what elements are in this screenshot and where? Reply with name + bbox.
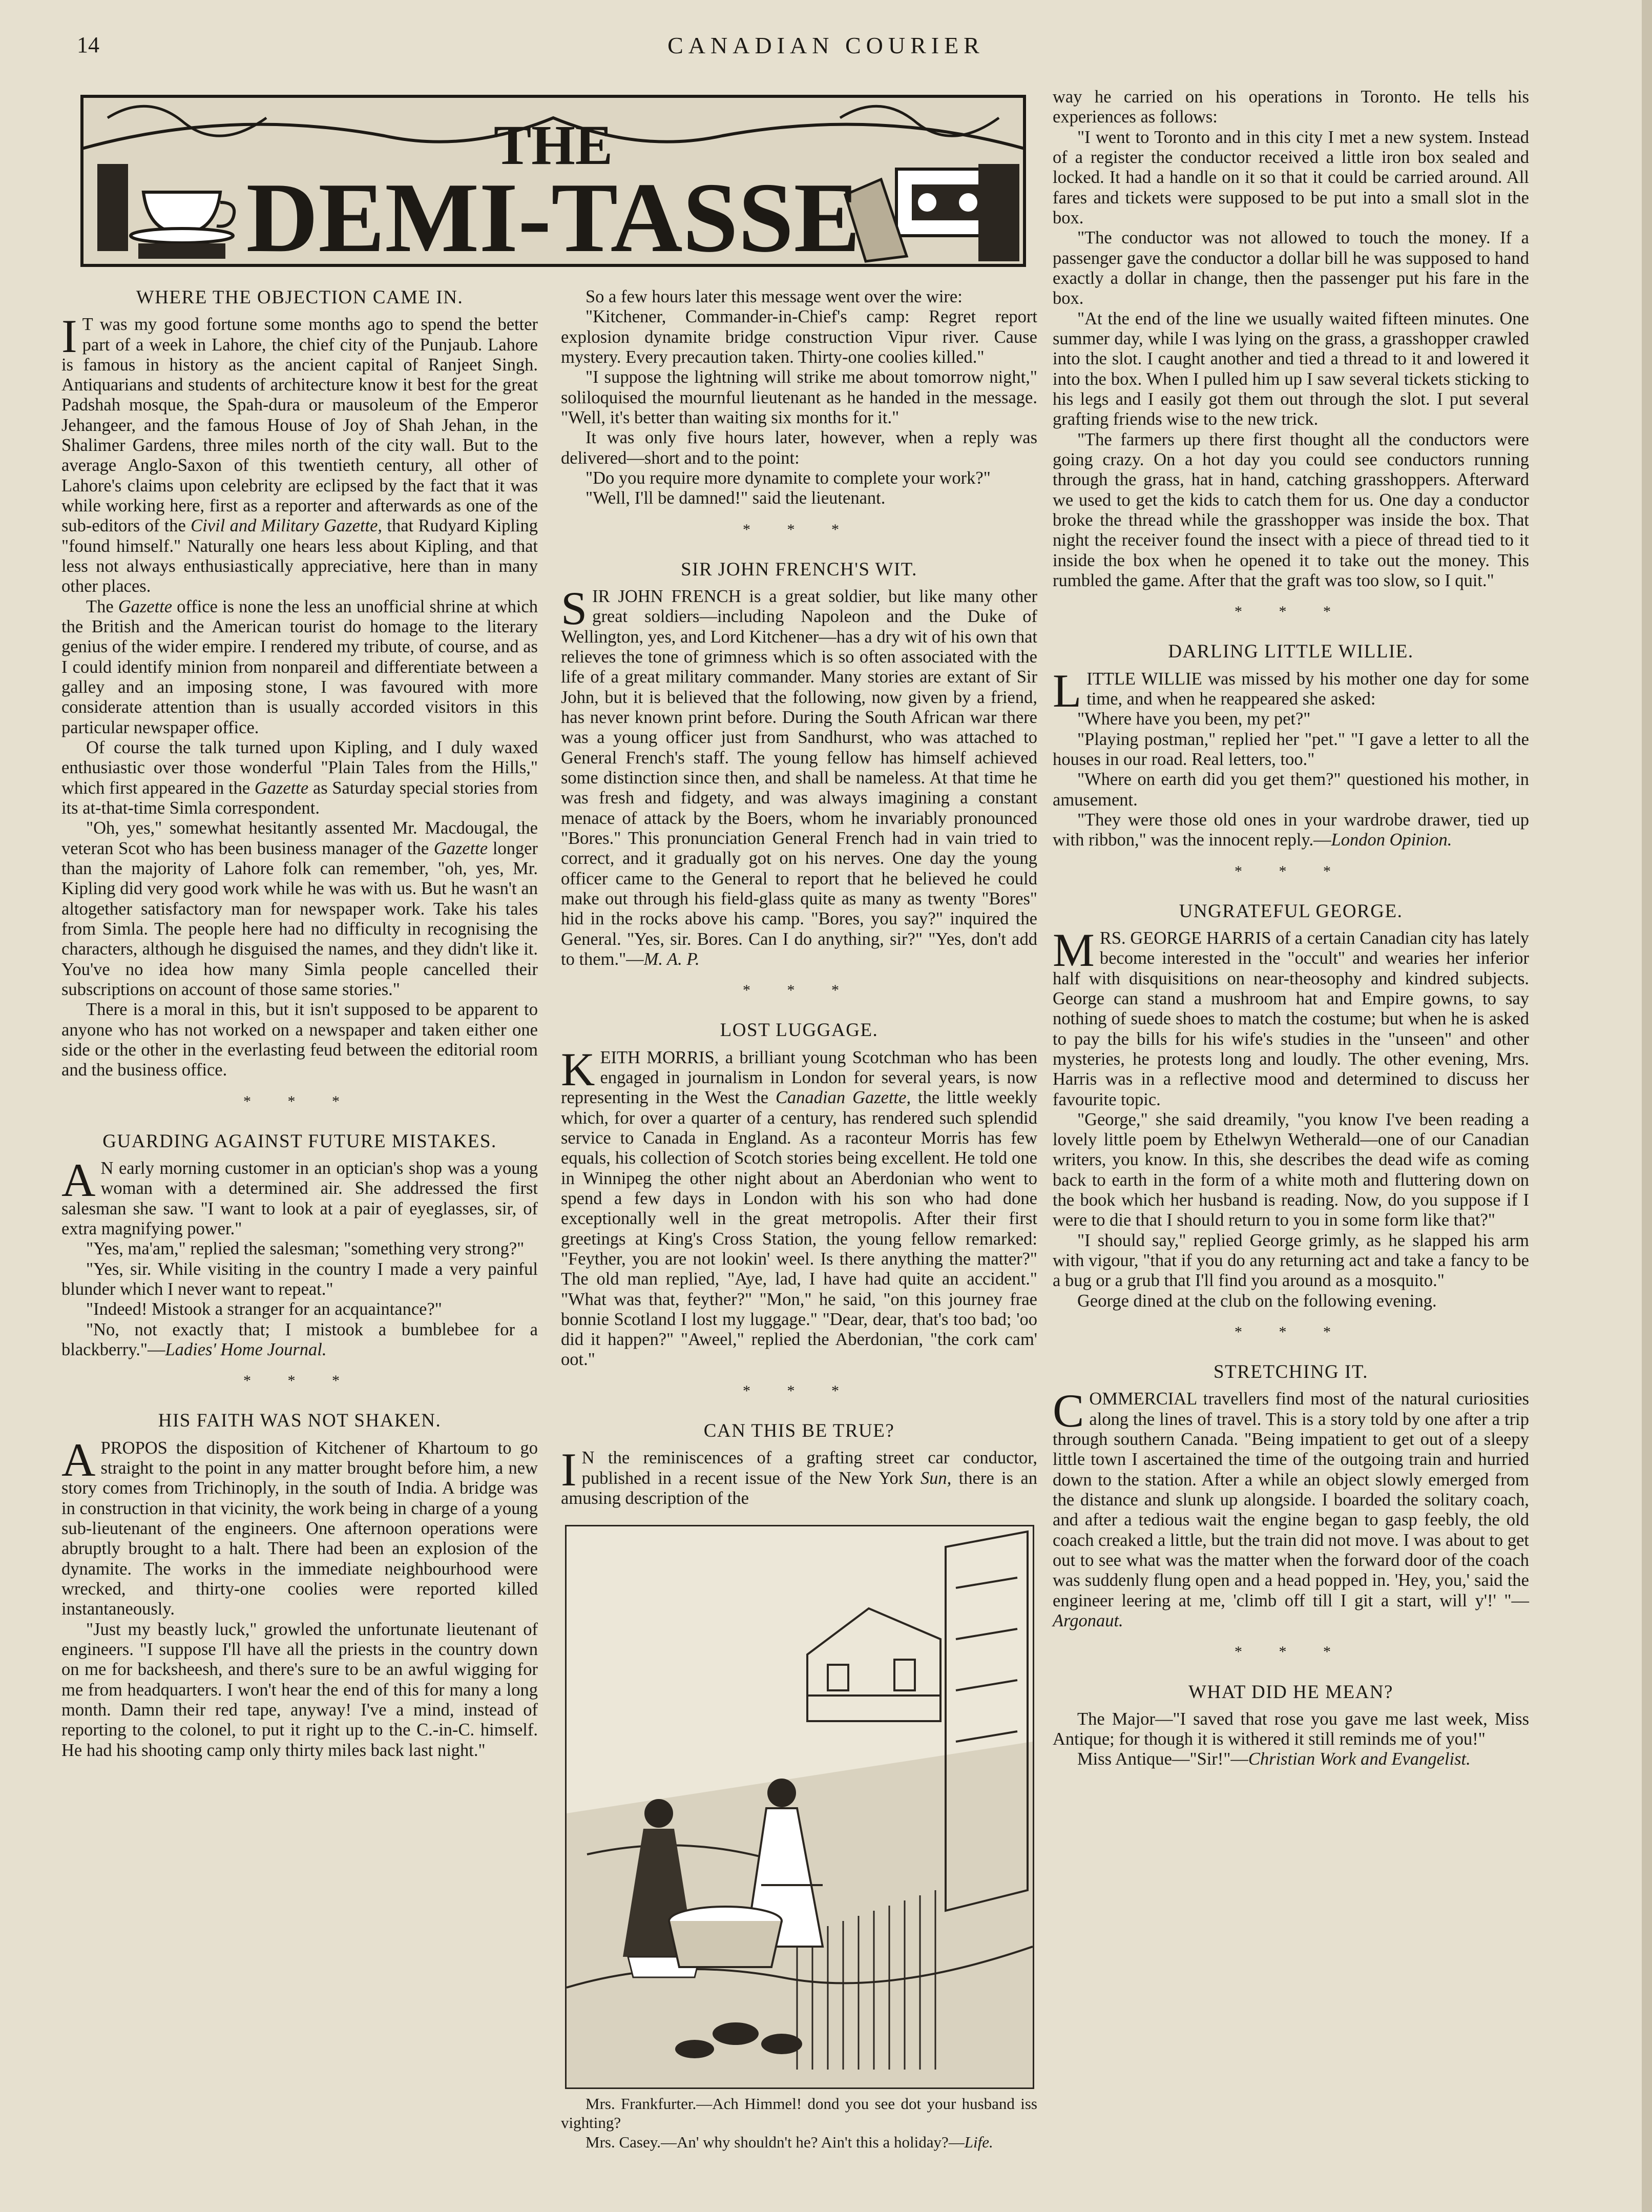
text: RS. GEORGE HARRIS of a certain Canadian city has lately become interested in the "occult" and wearies her inferior half with disquisitions on near-theosophy and kindred subjects. George can stand a mushroom hat and Empire gowns, to say nothing of suede shoes to match the costume; but when he is asked to pay the bills for his wife's studies in the "unseen" and other mysteries, he protests long and loudly. The other evening, Mrs. Harris was in a reflective mood and determined to discuss her favourite topic.: [1053, 928, 1529, 1109]
cartoon-illustration: [565, 1525, 1034, 2089]
text: The: [86, 596, 118, 616]
paragraph: "Where have you been, my pet?": [1077, 709, 1311, 729]
paragraph: [1053, 664, 1529, 717]
column-middle: [561, 287, 1037, 2152]
italic-text: Sun,: [920, 1468, 952, 1488]
paragraph: "Just my beastly luck," growled the unfortunate lieutenant of engineers. "I suppose I'll have all the priests in the country down on me for backsheesh, and there's sure to be an awful wigging for me from headquarters. I won't hear the end of this for many a long month. Damn their red tape, anyway! I've a mind, instead of reporting to the colonel, to put it right up to the C.-in-C. himself. He had his shooting camp only thirty miles back last night.": [61, 1619, 538, 1760]
paragraph: [61, 738, 538, 818]
paragraph: "I suppose the lightning will strike me about tomorrow night," soliloquised the mournful lieutenant as he handed in the message. "Well, it's better than waiting six months for it.": [561, 367, 1037, 427]
page-edge: [1642, 0, 1652, 2212]
paragraph: [61, 1433, 538, 1620]
column-left: [61, 287, 538, 1761]
paragraph: [561, 582, 1037, 969]
section-divider: * * *: [1235, 603, 1347, 621]
heading-lost-luggage: LOST LUGGAGE.: [720, 1020, 879, 1041]
paragraph: "Kitchener, Commander-in-Chief's camp: Regret report explosion dynamite bridge construction Vipur river. Cause mystery. Every precaution taken. Thirty-one coolies killed.": [561, 307, 1037, 367]
drop-cap: M: [1053, 923, 1095, 976]
paragraph: "The conductor was not allowed to touch the money. If a passenger gave the conductor a dollar bill he was supposed to hand exactly a dollar in change, then the passenger put his fare in the box.: [1053, 228, 1529, 308]
paragraph: There is a moral in this, but it isn't supposed to be apparent to anyone who has not worked on a newspaper and taken either one side or the other in the everlasting feud between the editorial room and the business office.: [61, 1000, 538, 1080]
text: the little weekly which, for over a quarter of a century, has rendered such splendid service to Canada in England. As a raconteur Morris has few equals, his collection of Scotch stories being excellent. He told one in Winnipeg the other night about an Aberdonian who went to spend a few days in London with his son who had done exceptionally well in the great metropolis. After their first greetings at King's Cross Station, the young fellow remarked: "Feyther, you are not lookin' weel. Is there anything the matter?" The old man replied, "Aye, lad, I have had quite an accident." "What was that, feyther?" "Mon," he said, "on this journey frae bonnie Scotland I lost my luggage." "Dear, dear, that's too bad; 'oo did it happen?" "Aweel," replied the Aberdonian, "the cork cam' oot.": [561, 1088, 1037, 1370]
paragraph: "George," she said dreamily, "you know I've been reading a lovely little poem by Ethelwyn Wetherald—one of our Canadian writers, you know. In this, she describes the dead wife as coming back to earth in the form of a white moth and fluttering down on the book which her husband is reading. Now, do you suppose if I were to die that I should return to you in some form like that?": [1053, 1109, 1529, 1230]
paragraph: "Where on earth did you get them?" questioned his mother, in amusement.: [1053, 770, 1529, 810]
banner-title-small: THE: [493, 114, 613, 176]
column-right: [1053, 87, 1529, 1770]
paragraph: [61, 1320, 538, 1360]
heading-objection: WHERE THE OBJECTION CAME IN.: [136, 287, 464, 308]
text: ITTLE WILLIE was missed by his mother one day for some time, and when he reappeared she asked:: [1086, 669, 1529, 709]
text: EITH MORRIS, a brilliant young Scotchman who has been engaged in journalism in London for several years, is now representing in the West the: [561, 1047, 1037, 1108]
text: Miss Antique—"Sir!"—: [1077, 1749, 1248, 1769]
banner-title-large: DEMI-TASSE: [246, 162, 861, 272]
drop-cap: I: [61, 310, 77, 363]
paragraph: "I went to Toronto and in this city I met a new system. Instead of a register the conductor received a little iron box sealed and locked. It had a handle on it so that it could be carried around. All fares and tickets were supposed to be put into a small slot in the box.: [1053, 127, 1529, 228]
text: office is none the less an unofficial shrine at which the British and the American tourist do homage to the literary genius of the wider empire. I rendered my tribute, of course, and as I could identify minion from nonpareil and differentiate between a galley and an imposing stone, I was favoured with more considerate attention than is usually accorded visitors in this particular newspaper office.: [61, 596, 538, 737]
heading-little-willie: DARLING LITTLE WILLIE.: [1168, 641, 1414, 663]
running-head: CANADIAN COURIER: [667, 32, 985, 58]
drop-cap: L: [1053, 664, 1082, 717]
section-divider: * * *: [243, 1372, 356, 1390]
drop-cap: A: [61, 1433, 96, 1486]
paragraph: [1053, 923, 1529, 1110]
paragraph: "Do you require more dynamite to complete your work?": [585, 468, 991, 488]
section-divider: * * *: [743, 521, 855, 538]
paragraph: "Well, I'll be damned!" said the lieutenant.: [585, 488, 886, 508]
paragraph: [61, 597, 538, 738]
source-credit: Ladies' Home Journal.: [165, 1339, 327, 1359]
paragraph: "At the end of the line we usually waited fifteen minutes. One summer day, while I was lying on the grass, a grasshopper crawled into the slot. I caught another and tied a thread to it and lowered it into the box. When I pulled him up I saw several tickets sticking to his legs and I easily got them out through the slot. I put several grafting friends wise to the new trick.: [1053, 308, 1529, 429]
paragraph: way he carried on his operations in Toronto. He tells his experiences as follows:: [1053, 87, 1529, 127]
page-number: 14: [77, 32, 99, 57]
paragraph: [1053, 1384, 1529, 1631]
section-divider: * * *: [743, 1382, 855, 1399]
paragraph: [1053, 1749, 1529, 1769]
paragraph: "Yes, sir. While visiting in the country I made a very painful blunder which I never want to repeat.": [61, 1259, 538, 1299]
drop-cap: K: [561, 1043, 595, 1095]
cartoon-drawing: [567, 1526, 1033, 2087]
banner-art: [77, 87, 1030, 272]
paragraph: [561, 1443, 1037, 1508]
paragraph: George dined at the club on the following evening.: [1077, 1291, 1437, 1311]
washtub: [669, 1907, 782, 1967]
paragraph: "I should say," replied George grimly, as he slapped his arm with vigour, "that if you do any returning act and take a fancy to be a bug or a grub that I'll find you around as a mosquito.": [1053, 1230, 1529, 1291]
text: IR JOHN FRENCH is a great soldier, but like many other great soldiers—including Napoleon and the Duke of Wellington, yes, and Lord Kitchener—has a dry wit of his own that relieves the tone of grimness which is so often associated with the life of a great military commander. Many stories are extant of Sir John, but it is believed that the following, now given by a friend, has never known print before. During the South African war there was a young officer just from Sandhurst, who was attached to General French's staff. The young fellow has himself achieved some distinction since then, and shall be nameless. At that time he was fresh and fidgety, and was always imagining a constant menace of attack by the Boers, whom he invariably pronounced "Bores." This pronunciation General French had in vain tried to correct, and it gradually got on his nerves. One day the young officer came to the General to report that he believed he could make out through his field-glass quite as many as twenty "Bores" hid in the rocks above his camp. "Bores, you say?" inquired the General. "Yes, sir. Bores. Can I do anything, sir?" "Yes, don't add to them."—: [561, 586, 1037, 969]
paragraph: "Yes, ma'am," replied the salesman; "something very strong?": [86, 1239, 525, 1259]
italic-text: Gazette: [433, 838, 488, 858]
paragraph: "The farmers up there first thought all the conductors were going crazy. On a hot day you could see conductors running through the grass, hat in hand, catching grasshoppers. Afterward we used to get the kids to catch them for us. One day a conductor broke the thread while the grasshopper was inside the box. That night the receiver found the insect with a piece of thread tied to it inside the box when he opened it to take out the money. This rumbled the game. After that the graft was too slow, so I quit.": [1053, 429, 1529, 590]
italic-text: Gazette: [118, 596, 173, 616]
text: Of course the talk turned upon Kipling, and I duly waxed enthusiastic over those wonderful "Plain Tales from the Hills," which first appeared in the: [61, 738, 538, 798]
paragraph: [1053, 810, 1529, 851]
paragraph: So a few hours later this message went over the wire:: [585, 287, 963, 306]
paragraph: [61, 1154, 538, 1239]
source-credit: Christian Work and Evangelist.: [1248, 1749, 1471, 1769]
text: T was my good fortune some months ago to spend the better part of a week in Lahore, the chief city of the Punjaub. Lahore is famous in history as the ancient capital of Ranjeet Singh. Antiquarians and students of architecture know it best for the great Padshah mosque, the Spah-dura or mausoleum of the Emperor Jehangeer, and the famous House of Joy of Shah Jehan, in the Shalimer Gardens, three miles north of the city wall. But to the average Anglo-Saxon of this twentieth century, all other of Lahore's claims upon celebrity are eclipsed by the fact that it was while working here, first as a reporter and afterwards as one of the sub-editors of the: [61, 315, 538, 536]
heading-faith: HIS FAITH WAS NOT SHAKEN.: [158, 1410, 442, 1432]
source-credit: Life.: [964, 2133, 993, 2151]
text: "Oh, yes," somewhat hesitantly assented Mr. Macdougal, the veteran Scot who has been business manager of the: [61, 818, 538, 858]
text: N early morning customer in an optician's shop was a young woman with a determined air. She addressed the first salesman she saw. "I want to look at a pair of eyeglasses, sir, of extra magnifying power.": [61, 1159, 538, 1238]
section-divider: * * *: [1235, 862, 1347, 880]
caption: Mrs. Frankfurter.—Ach Himmel! dond you see dot your husband iss vighting?: [561, 2095, 1037, 2132]
section-divider: * * *: [1235, 1643, 1347, 1661]
text: longer than the majority of Lahore folk can remember, "oh, yes, Mr. Kipling did very good work while he was with us. But he wasn't an altogether satisfactory man for newspaper work. Take his tales from Simla. The people here had no difficulty in recognising the characters, although he disguised the names, and they didn't like it. You've no idea how many Simla people cancelled their subscriptions on account of those same stories.": [61, 838, 538, 999]
text: OMMERCIAL travellers find most of the natural curiosities along the lines of travel. This is a story told by one after a trip through southern Canada. "Being impatient to get out of a sleepy little town I ascertained the time of the outgoing train and hurried down to the station. After a while an object slowly emerged from the distance and slunk up alongside. I boarded the solitary coach, and after a tedious wait the engine began to gasp feebly, the old coach creaked a little, but the train did not move. I was about to get out to see what was the matter when the forward door of the coach was suddenly flung open and a head popped in. 'Hey, you,' said the engineer leering at me, 'climb off till I git a start, will y'!' "—: [1053, 1389, 1529, 1610]
caption: [561, 2133, 1037, 2152]
paragraph: It was only five hours later, however, when a reply was delivered—short and to the point:: [561, 428, 1037, 468]
drop-cap: I: [561, 1443, 577, 1496]
heading-stretching-it: STRETCHING IT.: [1214, 1361, 1368, 1383]
paragraph: [561, 1043, 1037, 1370]
section-divider: * * *: [743, 982, 855, 999]
italic-text: Gazette: [254, 778, 309, 798]
text: PROPOS the disposition of Kitchener of Khartoum to go straight to the point in any matter brought before him, a new story comes from Trichinoply, in the south of India. A bridge was in construction in that vicinity, the work being in charge of a young sub-lieutenant of the engineers. One afternoon operations were abruptly brought to a halt. There had been an explosion of the dynamite. The works in the immediate neighbourhood were wrecked, and thirty-one coolies were reported killed instantaneously.: [61, 1438, 538, 1619]
paragraph: "Indeed! Mistook a stranger for an acquaintance?": [86, 1299, 442, 1319]
text: "They were those old ones in your wardrobe drawer, tied up with ribbon," was the innocent reply.—: [1053, 810, 1529, 850]
heading-ungrateful-george: UNGRATEFUL GEORGE.: [1179, 900, 1403, 922]
source-credit: London Opinion.: [1331, 830, 1452, 850]
paragraph: "Playing postman," replied her "pet." "I gave a letter to all the houses in our road. Real letters, too.": [1053, 729, 1529, 769]
paragraph: The Major—"I saved that rose you gave me last week, Miss Antique; for though it is withered it still reminds me of you!": [1053, 1709, 1529, 1749]
heading-what-did-he-mean: WHAT DID HE MEAN?: [1188, 1681, 1393, 1703]
source-credit: Argonaut.: [1053, 1611, 1123, 1631]
source-credit: M. A. P.: [643, 949, 700, 969]
text: Mrs. Casey.—An' why shouldn't he? Ain't this a holiday?—: [585, 2133, 965, 2151]
drop-cap: A: [61, 1154, 96, 1206]
heading-can-this-be-true: CAN THIS BE TRUE?: [703, 1420, 895, 1441]
text: there is an amusing description of the: [561, 1468, 1037, 1508]
section-divider: * * *: [1235, 1324, 1347, 1341]
text: as Saturday special stories from its at-that-time Simla correspondent.: [61, 778, 538, 818]
text: N the reminiscences of a grafting street car conductor, published in a recent issue of the New York: [581, 1448, 1037, 1488]
drop-cap: S: [561, 582, 588, 634]
heading-french-wit: SIR JOHN FRENCH'S WIT.: [681, 559, 917, 580]
heading-future-mistakes: GUARDING AGAINST FUTURE MISTAKES.: [102, 1130, 497, 1152]
drop-cap: C: [1053, 1384, 1084, 1437]
text: that Rudyard Kipling "found himself." Naturally one hears less about Kipling, and that less not always enthusiastically appreciative, here than in many other places.: [61, 516, 538, 596]
section-divider: * * *: [243, 1092, 356, 1110]
paragraph: [61, 310, 538, 597]
paragraph: [61, 818, 538, 1000]
italic-text: Civil and Military Gazette,: [191, 516, 383, 536]
text: "No, not exactly that; I mistook a bumblebee for a blackberry."—: [61, 1319, 538, 1359]
demi-tasse-banner: [77, 87, 1030, 272]
italic-text: Canadian Gazette,: [776, 1088, 911, 1108]
